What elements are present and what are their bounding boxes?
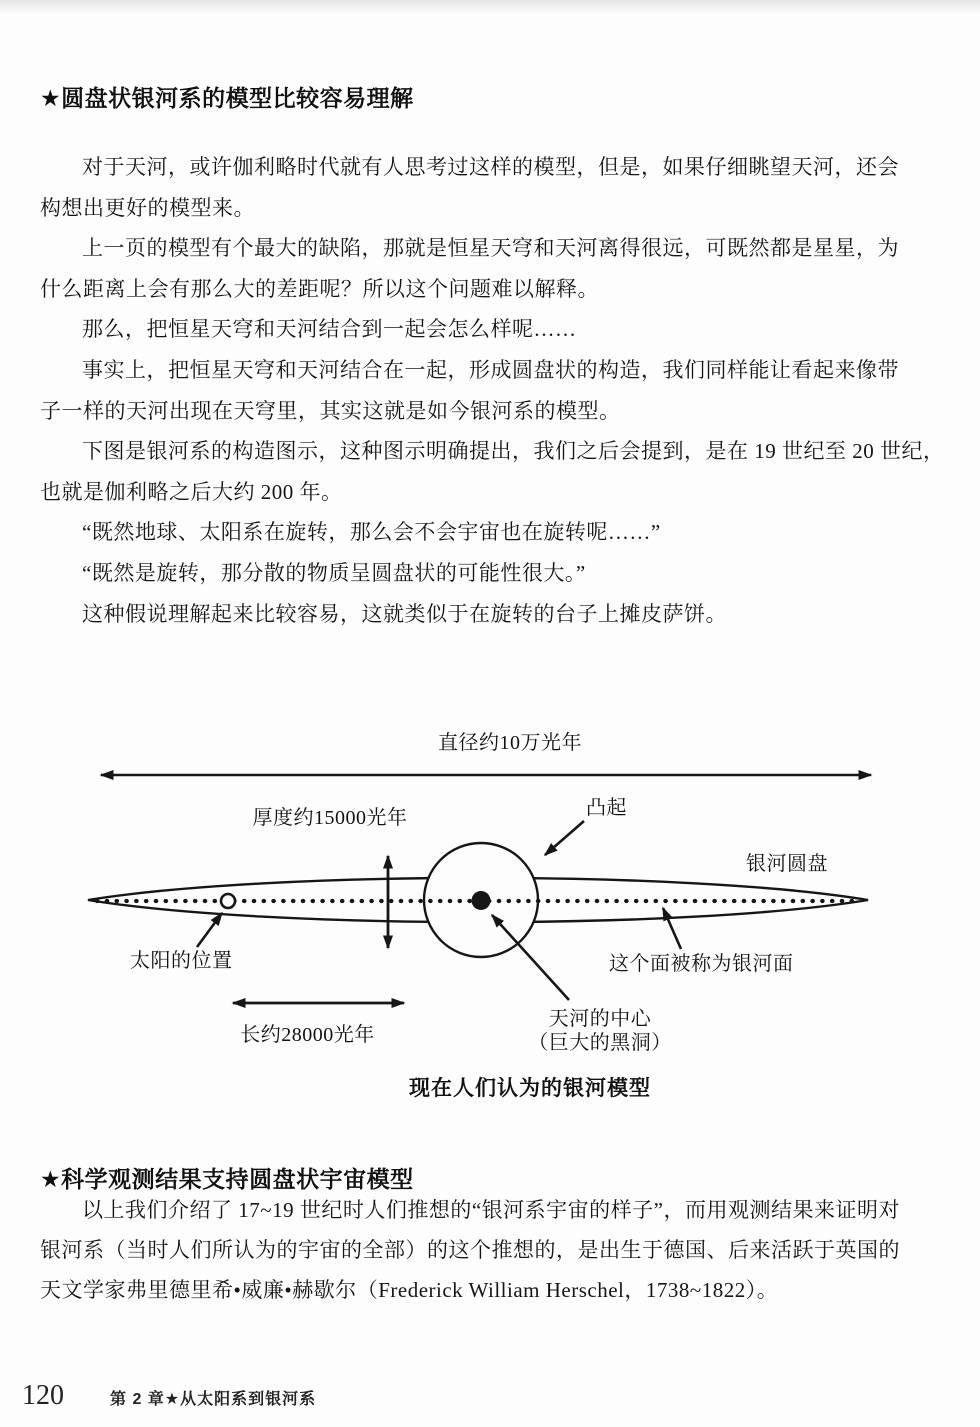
section1-body — [40, 147, 948, 634]
galactic-plane-label: 这个面被称为银河面 — [609, 953, 794, 975]
bulge-shape — [424, 843, 538, 957]
sun-pointer-arrow — [197, 913, 222, 947]
bulge-pointer-arrow — [545, 821, 584, 855]
text-line: 也就是伽利略之后大约 200 年。 — [40, 479, 343, 504]
diameter-label: 直径约10万光年 — [438, 732, 582, 754]
text-line: 什么距离上会有那么大的差距呢？所以这个问题难以解释。 — [40, 276, 599, 301]
page-footer — [22, 1380, 316, 1412]
text-line: 对于天河，或许伽利略时代就有人思考过这样的模型，但是，如果仔细眺望天河，还会 — [82, 155, 899, 179]
text-line: 上一页的模型有个最大的缺陷，那就是恒星天穹和天河离得很远，可既然都是星星，为 — [82, 236, 899, 261]
galactic-center-dot — [472, 891, 491, 910]
text-line: “既然是旋转，那分散的物质呈圆盘状的可能性很大。” — [82, 560, 586, 585]
text-line: 那么，把恒星天穹和天河结合到一起会怎么样呢…… — [82, 317, 577, 342]
section2-body — [40, 1190, 948, 1310]
sun-position-marker — [221, 894, 235, 908]
page-number: 120 — [22, 1380, 64, 1411]
section2-heading: ★科学观测结果支持圆盘状宇宙模型 — [40, 1166, 414, 1192]
text-line: “既然地球、太阳系在旋转，那么会不会宇宙也在旋转呢……” — [82, 520, 661, 545]
thickness-label: 厚度约15000光年 — [252, 807, 408, 829]
text-line: 事实上，把恒星天穹和天河结合在一起，形成圆盘状的构造，我们同样能让看起来像带 — [82, 357, 899, 382]
diagram-caption: 现在人们认为的银河模型 — [409, 1077, 651, 1100]
text-line: 天文学家弗里德里希•威廉•赫歇尔（Frederick William Herschel，1738~1822）。 — [40, 1278, 779, 1302]
plane-pointer-arrow — [663, 908, 681, 949]
sun-distance-label: 长约28000光年 — [240, 1024, 375, 1046]
sun-position-label: 太阳的位置 — [130, 950, 233, 972]
text-line: 构想出更好的模型来。 — [40, 195, 255, 220]
galactic-center-label-line1: 天河的中心 — [548, 1008, 652, 1030]
text-line: 下图是银河系的构造图示，这种图示明确提出，我们之后会提到，是在 19 世纪至 20 世纪， — [82, 439, 945, 464]
text-line: 银河系（当时人们所认为的宇宙的全部）的这个推想的，是出生于德国、后来活跃于英国的 — [40, 1238, 900, 1262]
chapter-title: 第 2 章★从太阳系到银河系 — [110, 1391, 317, 1408]
text-line: 这种假说理解起来比较容易，这就类似于在旋转的台子上摊皮萨饼。 — [82, 601, 727, 626]
section1-heading: ★圆盘状银河系的模型比较容易理解 — [40, 85, 414, 111]
text-line: 子一样的天河出现在天穹里，其实这就是如今银河系的模型。 — [40, 398, 621, 423]
text-line: 以上我们介绍了 17~19 世纪时人们推想的“银河系宇宙的样子”，而用观测结果来证明对 — [82, 1198, 900, 1222]
galactic-disk-shape — [88, 878, 868, 922]
galactic-disk-label: 银河圆盘 — [746, 853, 828, 875]
center-pointer-arrow — [492, 915, 569, 1000]
galactic-center-label-line2: （巨大的黑洞） — [528, 1032, 672, 1054]
bulge-label: 凸起 — [586, 797, 627, 819]
